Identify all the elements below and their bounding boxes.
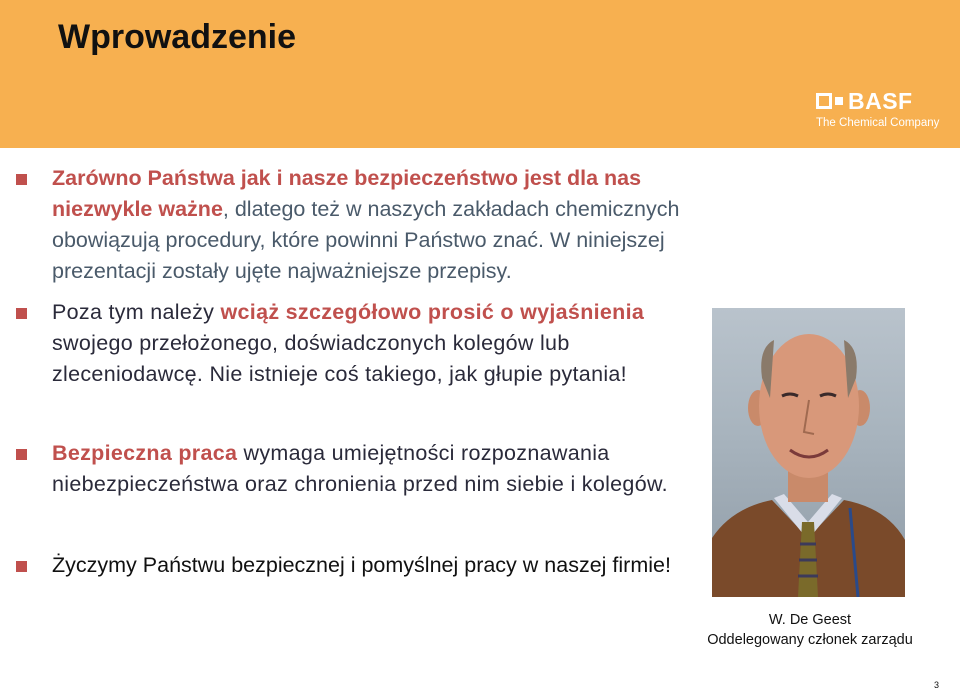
bullet-1-emphasis-2: ważne	[158, 197, 223, 221]
bullet-4	[14, 550, 674, 581]
caption-name: W. De Geest	[768, 612, 852, 628]
page-number: 3	[934, 680, 940, 690]
bullet-3	[14, 438, 674, 500]
basf-logo	[816, 88, 940, 134]
photo-caption	[690, 610, 930, 650]
bullet-3-text	[52, 438, 674, 500]
bullet-1-body: , dlatego też w naszych zakładach chemicznych obowiązują procedury, które powinni Państwo znać. W niniejszej prezentacji zostały ujęte najważniejsze przepisy.	[52, 197, 680, 283]
header-bar	[0, 0, 960, 148]
caption-role: Oddelegowany członek zarządu	[707, 632, 913, 648]
basf-logo-icon	[816, 92, 844, 110]
bullet-1-emphasis: Zarówno Państwa jak i nasze bezpieczeństwo jest dla nas niezwykle	[52, 166, 642, 221]
bullet-2-text	[52, 297, 654, 390]
portrait-illustration	[712, 308, 905, 597]
bullet-4-text	[52, 550, 674, 581]
bullet-2	[14, 297, 654, 390]
logo-wordmark: BASF	[848, 88, 913, 114]
portrait-photo	[712, 308, 905, 597]
bullet-3-body: wymaga umiejętności rozpoznawania niebezpieczeństwa oraz chronienia przed nim siebie i kolegów.	[52, 441, 668, 496]
bullet-1	[14, 163, 704, 287]
bullet-3-emphasis: Bezpieczna praca	[52, 441, 238, 465]
bullet-square-icon	[16, 449, 27, 460]
bullet-square-icon	[16, 561, 27, 572]
bullet-4-body: Życzymy Państwu bezpiecznej i pomyślnej pracy w naszej firmie!	[52, 553, 671, 577]
bullet-2-emphasis: wciąż szczegółowo prosić o wyjaśnienia	[220, 300, 645, 324]
bullet-1-text	[52, 163, 704, 287]
page-title: Wprowadzenie	[58, 18, 297, 56]
logo-tagline: The Chemical Company	[816, 117, 940, 129]
bullet-2-lead: Poza tym należy	[52, 300, 221, 324]
bullet-square-icon	[16, 308, 27, 319]
bullet-2-body: swojego przełożonego, doświadczonych kolegów lub zleceniodawcę. Nie istnieje coś takiego, jak głupie pytania!	[52, 331, 627, 386]
bullet-square-icon	[16, 174, 27, 185]
